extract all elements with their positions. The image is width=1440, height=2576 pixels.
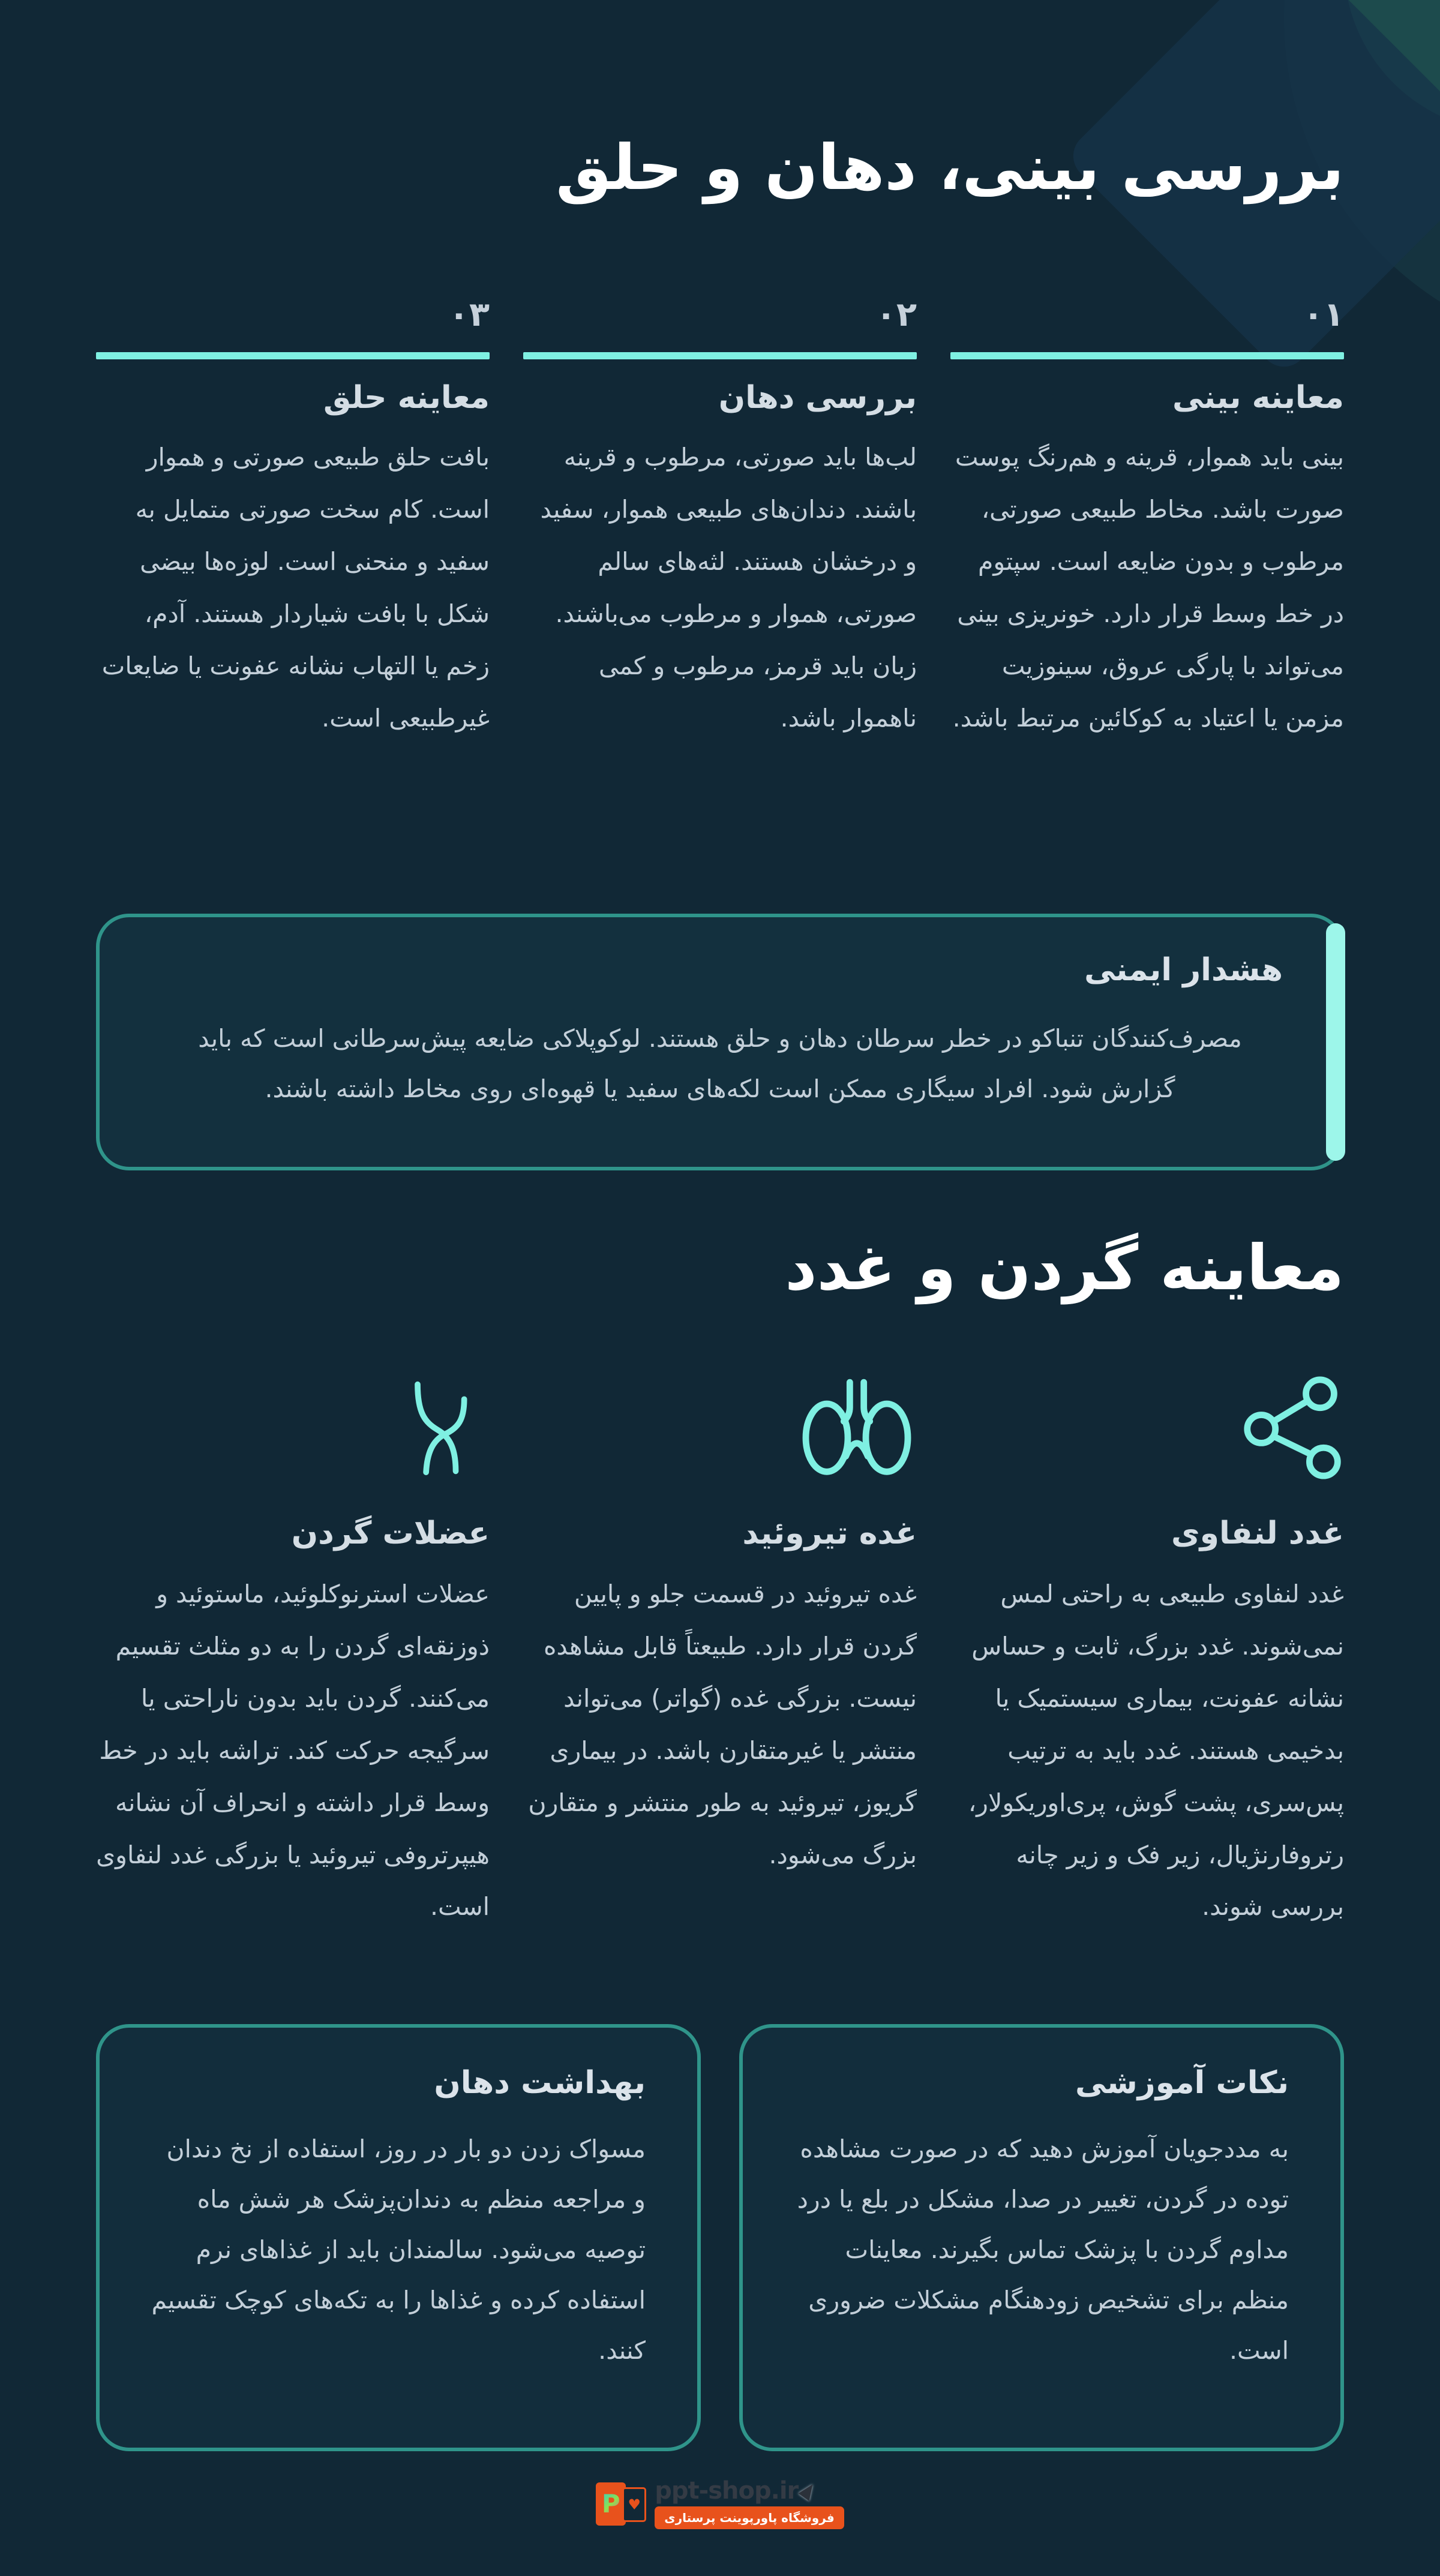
section2-columns — [96, 1375, 1344, 1933]
logo-medical-panel — [622, 2487, 646, 2522]
column-body: لب‌ها باید صورتی، مرطوب و قرینه باشند. دندان‌های طبیعی هموار، سفید و درخشان هستند. لثه‌های سالم صورتی، هموار و مرطوب می‌باشند. زبان باید قرمز، مرطوب و کمی ناهموار باشد. — [540, 443, 917, 732]
column-title: غده تیروئید — [742, 1515, 917, 1551]
oral-hygiene-box — [96, 2024, 701, 2451]
column-body: غدد لنفاوی طبیعی به راحتی لمس نمی‌شوند. غدد بزرگ، ثابت و حساس نشانه عفونت، بیماری سیستمیک یا بدخیمی هستند. غدد باید به ترتیب پس‌سری، پشت گوش، پری‌اوریکولار، رتروفارنژیال، زیر فک و زیر چانه بررسی شوند. — [968, 1580, 1344, 1922]
note-title: بهداشت دهان — [434, 2065, 646, 2101]
column-body: غده تیروئید در قسمت جلو و پایین گردن قرار دارد. طبیعتاً قابل مشاهده نیست. بزرگی غده (گواتر) می‌تواند منتشر یا غیرمتقارن باشد. در بیماری گریوز، تیروئید به طور منتشر و متقارن بزرگ می‌شود. — [528, 1580, 917, 1869]
step-number: ۰۳ — [448, 295, 490, 334]
column-thyroid — [523, 1375, 917, 1933]
column-nose-exam — [950, 295, 1344, 744]
column-body: عضلات استرنوکلوئید، ماستوئید و ذوزنقه‌ای گردن را به دو مثلث تقسیم می‌کنند. گردن باید بدون ناراحتی یا سرگیجه حرکت کند. تراشه باید در خط وسط قرار داشته و انحراف آن نشانه هیپرتروفی تیروئید یا بزرگی غدد لنفاوی است. — [96, 1580, 490, 1922]
column-body: بافت حلق طبیعی صورتی و هموار است. کام سخت صورتی متمایل به سفید و منحنی است. لوزه‌ها بیضی شکل با بافت شیاردار هستند. آدم، زخم یا التهاب نشانه عفونت یا ضایعات غیرطبیعی است. — [101, 443, 490, 732]
column-mouth-exam — [523, 295, 917, 744]
safety-warning-box — [96, 914, 1344, 1170]
column-title: معاینه بینی — [1172, 380, 1344, 416]
step-number: ۰۲ — [875, 295, 917, 334]
heart-stethoscope-icon: ♥ — [628, 2496, 641, 2513]
brand-row — [655, 2479, 844, 2503]
column-body: بینی باید هموار، قرینه و هم‌رنگ پوست صورت باشد. مخاط طبیعی صورتی، مرطوب و بدون ضایعه است. سپتوم در خط وسط قرار دارد. خونریزی بینی می‌تواند با پارگی عروق، سینوزیت مزمن یا اعتیاد به کوکائین مرتبط باشد. — [952, 443, 1344, 732]
warning-body: مصرف‌کنندگان تنباکو در خطر سرطان دهان و حلق هستند. لوکوپلاکی ضایعه پیش‌سرطانی است که باید گزارش شود. افراد سیگاری ممکن است لکه‌های سفید یا قهوه‌ای روی مخاط داشته باشند. — [198, 1024, 1242, 1104]
note-body: به مددجویان آموزش دهید که در صورت مشاهده توده در گردن، تغییر در صدا، مشکل در بلع یا درد مداوم گردن با پزشک تماس بگیرند. معاینات منظم برای تشخیص زودهنگام مشکلات ضروری است. — [797, 2134, 1289, 2365]
brand-name: ppt-shop.ir — [655, 2477, 799, 2505]
accent-underline — [96, 352, 490, 359]
footer-logo — [596, 2479, 844, 2529]
teaching-points-box — [739, 2024, 1344, 2451]
ppt-shop-logo-icon — [596, 2481, 646, 2527]
accent-bar — [1326, 923, 1345, 1161]
accent-underline — [950, 352, 1344, 359]
logo-book-cover — [596, 2482, 626, 2526]
step-number: ۰۱ — [1303, 295, 1344, 334]
note-boxes-row — [96, 2024, 1344, 2451]
lymph-nodes-icon — [950, 1375, 1344, 1482]
column-title: معاینه حلق — [323, 380, 490, 416]
warning-title: هشدار ایمنی — [1084, 952, 1283, 988]
cursor-icon — [799, 2481, 818, 2501]
note-title: نکات آموزشی — [1075, 2065, 1289, 2101]
logo-letter: P — [601, 2489, 620, 2518]
column-title: بررسی دهان — [718, 380, 917, 416]
brand-tagline-badge: فروشگاه پاورپوینت پرستاری — [655, 2506, 844, 2529]
neck-muscles-icon — [96, 1375, 490, 1482]
note-body: مسواک زدن دو بار در روز، استفاده از نخ دندان و مراجعه منظم به دندان‌پزشک هر شش ماه توصیه می‌شود. سالمندان باید از غذاهای نرم استفاده کرده و غذاها را به تکه‌های کوچک تقسیم کنند. — [151, 2134, 646, 2365]
column-neck-muscles — [96, 1375, 490, 1933]
section2-title: معاینه گردن و غدد — [785, 1231, 1344, 1304]
accent-underline — [523, 352, 917, 359]
section1-columns — [96, 295, 1344, 744]
section1-title: بررسی بینی، دهان و حلق — [556, 131, 1344, 204]
column-throat-exam — [96, 295, 490, 744]
column-title: غدد لنفاوی — [1171, 1515, 1344, 1551]
column-lymph-nodes — [950, 1375, 1344, 1933]
logo-texts — [655, 2479, 844, 2529]
thyroid-gland-icon — [523, 1375, 917, 1482]
column-title: عضلات گردن — [291, 1515, 490, 1551]
footer — [0, 2479, 1440, 2529]
